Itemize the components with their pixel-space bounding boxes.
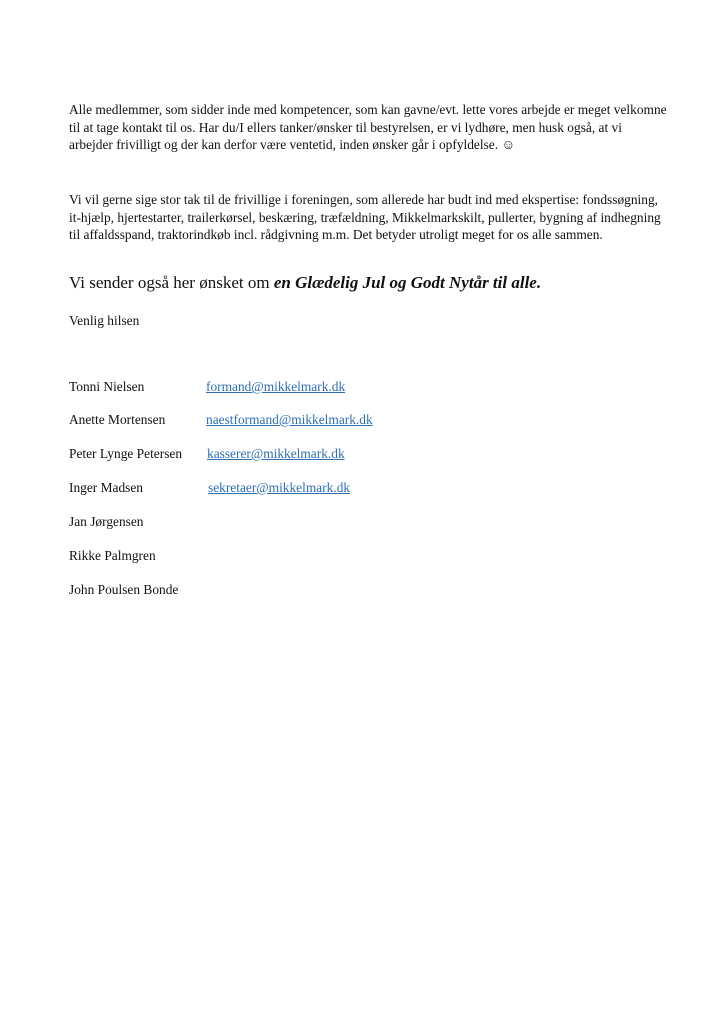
member-name: John Poulsen Bonde bbox=[69, 582, 179, 597]
email-link[interactable]: naestformand@mikkelmark.dk bbox=[206, 412, 373, 427]
member-name: Tonni Nielsen bbox=[69, 379, 145, 394]
paragraph-thanks: Vi vil gerne sige stor tak til de frivillige i foreningen, som allerede har budt ind med ekspertise: fondssøgning, it-hjælp, hjertestarter, trailerkørsel, beskæring, træfældning, Mikkelmarkskilt, pullerter, bygning af indhegning til affaldsspand, traktorindkøb incl. rådgivning m.m. Det betyder utroligt meget for os alle sammen. bbox=[69, 192, 661, 243]
board-member-row bbox=[69, 547, 156, 564]
email-link[interactable]: sekretaer@mikkelmark.dk bbox=[208, 480, 351, 495]
christmas-greeting bbox=[69, 273, 541, 293]
member-name: Inger Madsen bbox=[69, 480, 143, 495]
member-name: Peter Lynge Petersen bbox=[69, 446, 183, 461]
board-member-row bbox=[69, 378, 346, 395]
email-link[interactable]: kasserer@mikkelmark.dk bbox=[207, 446, 345, 461]
greeting-prefix: Vi sender også her ønsket om bbox=[69, 273, 274, 292]
greeting-emphasis: en Glædelig Jul og Godt Nytår til alle. bbox=[273, 273, 542, 292]
member-name: Rikke Palmgren bbox=[69, 548, 156, 563]
board-member-row bbox=[69, 445, 345, 462]
board-member-row bbox=[69, 479, 351, 496]
member-name: Anette Mortensen bbox=[69, 412, 166, 427]
email-link[interactable]: formand@mikkelmark.dk bbox=[206, 379, 346, 394]
member-name: Jan Jørgensen bbox=[69, 514, 144, 529]
board-member-row bbox=[69, 581, 178, 598]
board-member-row bbox=[69, 411, 373, 428]
closing-text: Venlig hilsen bbox=[69, 313, 140, 328]
board-member-row bbox=[69, 513, 144, 530]
paragraph-members: Alle medlemmer, som sidder inde med kompetencer, som kan gavne/evt. lette vores arbejde er meget velkomne til at tage kontakt til os. Har du/I ellers tanker/ønsker til bestyrelsen, er vi lydhøre, men husk også, at vi arbejder frivilligt og der kan derfor være ventetid, inden ønsker går i opfyldelse. ☺ bbox=[69, 102, 667, 153]
